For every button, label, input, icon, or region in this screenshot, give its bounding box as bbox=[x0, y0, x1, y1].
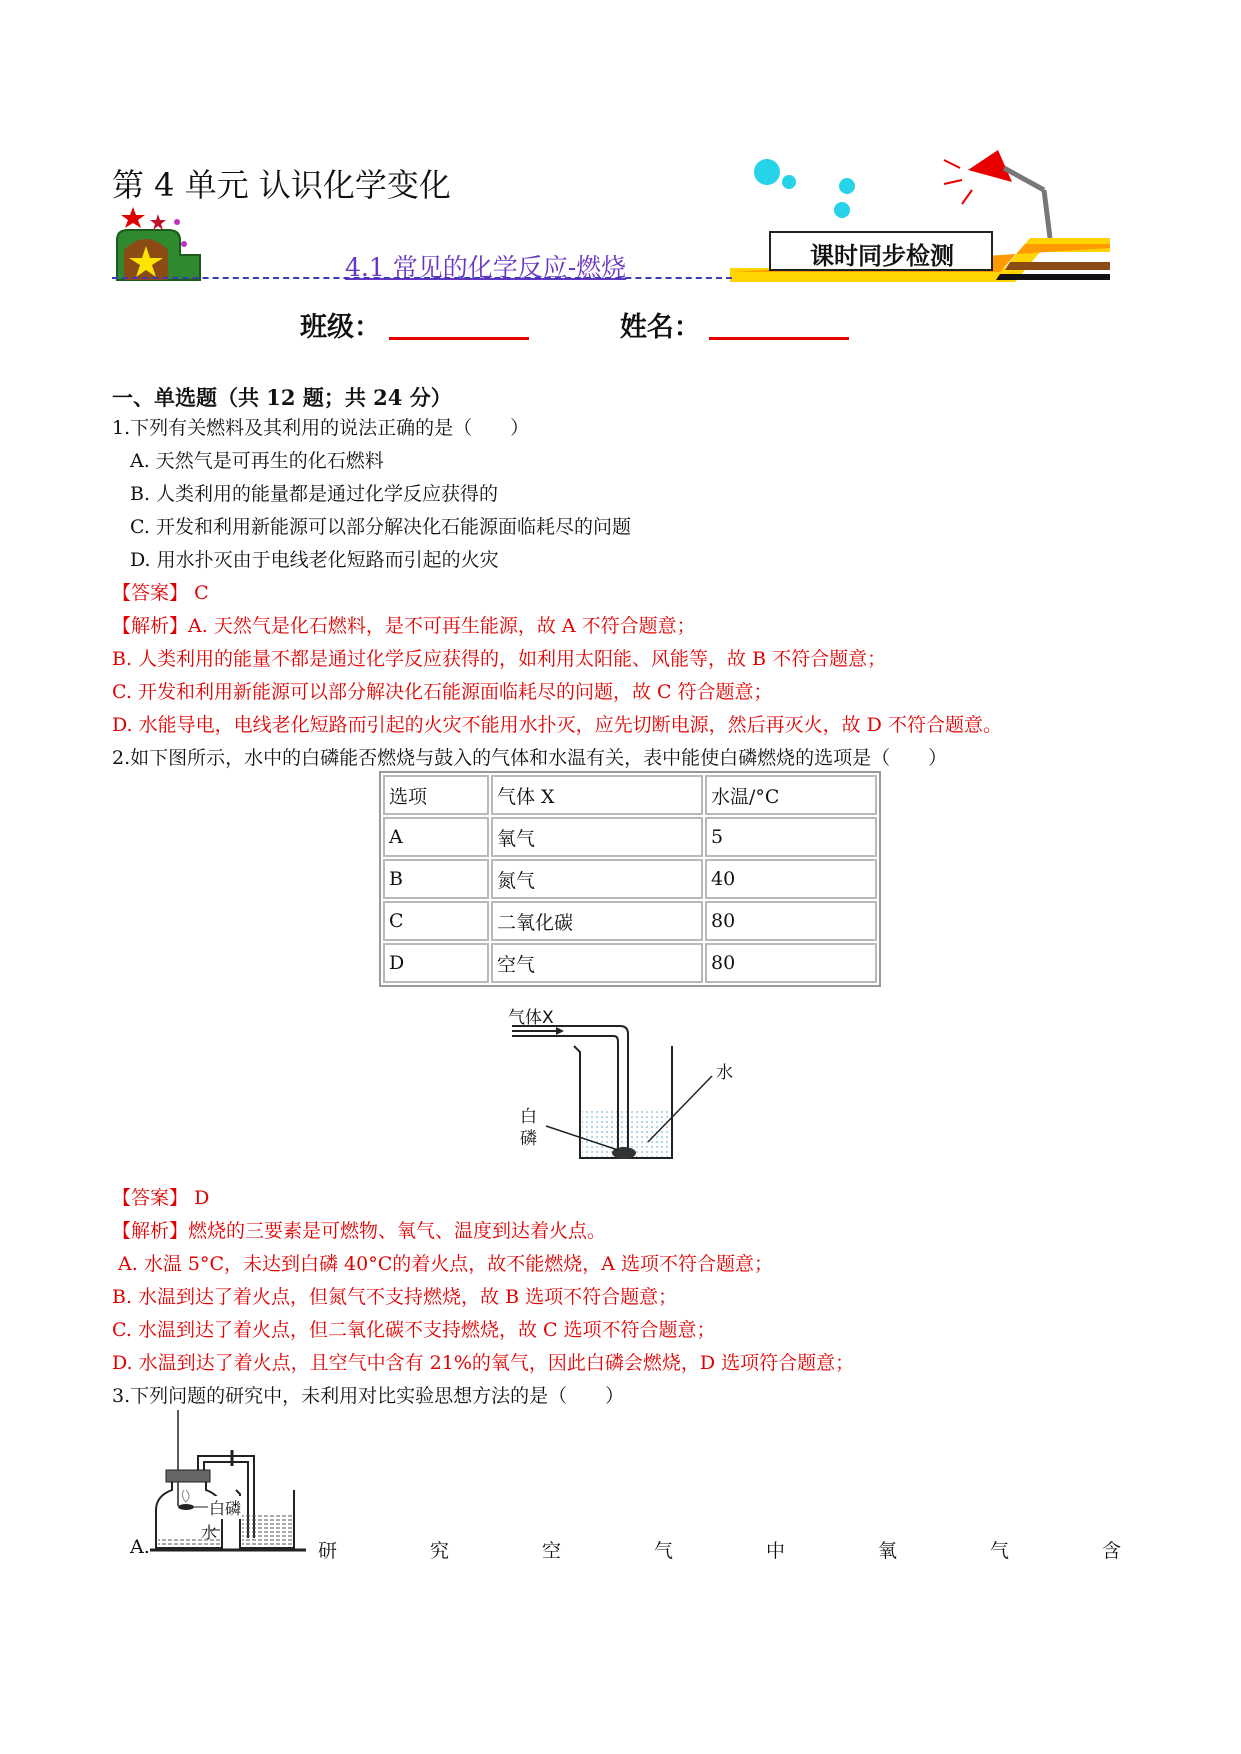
q3-option-a-char: 氧 bbox=[878, 1540, 898, 1562]
table-header-cell: 选项 bbox=[383, 775, 489, 815]
q2-fig-water-label: 水 bbox=[716, 1063, 733, 1083]
q2-fig-phos-label-2: 磷 bbox=[520, 1129, 537, 1149]
unit-title: 第 4 单元 认识化学变化 bbox=[112, 166, 451, 204]
q3-option-a-char: 中 bbox=[766, 1540, 786, 1562]
q2-analysis-c: C. 水温到达了着火点，但二氧化碳不支持燃烧，故 C 选项不符合题意； bbox=[112, 1319, 716, 1341]
q1-option-a: A. 天然气是可再生的化石燃料 bbox=[130, 450, 384, 472]
table-cell: 空气 bbox=[491, 943, 703, 983]
q1-answer bbox=[112, 581, 209, 605]
q2-analysis-a: A. 水温 5°C，未达到白磷 40°C的着火点，故不能燃烧，A 选项不符合题意； bbox=[112, 1253, 774, 1275]
q3-fig-phos-label: 白磷 bbox=[209, 1496, 241, 1519]
analysis-text: 燃烧的三要素是可燃物、氧气、温度到达着火点。 bbox=[188, 1220, 607, 1242]
q3-option-a-char: 研 bbox=[318, 1540, 338, 1562]
q3-option-a-figure bbox=[150, 1410, 330, 1560]
answer-tag: 【答案】 bbox=[112, 582, 189, 604]
desk-lamp-icon bbox=[944, 150, 1050, 238]
table-cell: 氮气 bbox=[491, 859, 703, 899]
q2-table bbox=[379, 771, 881, 987]
bubbles-icon bbox=[754, 159, 855, 218]
q3-option-a-char: 究 bbox=[430, 1540, 450, 1562]
q3-option-a-char: 气 bbox=[990, 1540, 1010, 1562]
table-cell: A bbox=[383, 817, 489, 857]
table-cell: C bbox=[383, 901, 489, 941]
q3-option-a-char: 含 bbox=[1102, 1540, 1122, 1562]
table-cell: 80 bbox=[705, 943, 877, 983]
q2-stem: 2.如下图所示，水中的白磷能否燃烧与鼓入的气体和水温有关，表中能使白磷燃烧的选项是（ ） bbox=[112, 747, 948, 769]
table-cell: 40 bbox=[705, 859, 877, 899]
q1-option-c: C. 开发和利用新能源可以部分解决化石能源面临耗尽的问题 bbox=[130, 516, 631, 538]
table-cell: 氧气 bbox=[491, 817, 703, 857]
table-row bbox=[383, 901, 877, 941]
analysis-tag: 【解析】 bbox=[112, 615, 189, 637]
table-header-cell: 气体 X bbox=[491, 775, 703, 815]
table-cell: 二氧化碳 bbox=[491, 901, 703, 941]
table-header-row bbox=[383, 775, 877, 815]
q2-answer bbox=[112, 1186, 209, 1210]
class-label: 班级： bbox=[300, 312, 381, 343]
q3-stem: 3.下列问题的研究中，未利用对比实验思想方法的是（ ） bbox=[112, 1385, 625, 1407]
header-divider bbox=[112, 277, 732, 279]
class-blank[interactable] bbox=[389, 313, 529, 340]
analysis-text: A. 天然气是化石燃料，是不可再生能源，故 A 不符合题意； bbox=[188, 615, 696, 637]
answer-value: C bbox=[194, 582, 209, 604]
q2-fig-phos-label-1: 白 bbox=[520, 1107, 537, 1127]
q1-analysis-c: C. 开发和利用新能源可以部分解决化石能源面临耗尽的问题，故 C 符合题意； bbox=[112, 681, 773, 703]
table-cell: 5 bbox=[705, 817, 877, 857]
q1-option-d: D. 用水扑灭由于电线老化短路而引起的火灾 bbox=[130, 549, 499, 571]
table-cell: 80 bbox=[705, 901, 877, 941]
q3-option-a-char: 空 bbox=[542, 1540, 562, 1562]
q1-analysis-a bbox=[112, 614, 696, 638]
q1-option-b: B. 人类利用的能量都是通过化学反应获得的 bbox=[130, 483, 499, 505]
table-row bbox=[383, 943, 877, 983]
q1-analysis-b: B. 人类利用的能量不都是通过化学反应获得的，如利用太阳能、风能等，故 B 不符合题意； bbox=[112, 648, 887, 670]
q3-option-a-prefix: A. bbox=[130, 1536, 150, 1558]
q2-fig-gas-label: 气体X bbox=[508, 1008, 554, 1028]
table-row bbox=[383, 859, 877, 899]
q2-analysis-d: D. 水温到达了着火点，且空气中含有 21%的氧气，因此白磷会燃烧，D 选项符合题意； bbox=[112, 1352, 855, 1374]
student-info-fields bbox=[300, 305, 857, 344]
name-blank[interactable] bbox=[709, 313, 849, 340]
analysis-tag: 【解析】 bbox=[112, 1220, 189, 1242]
q1-analysis-d: D. 水能导电，电线老化短路而引起的火灾不能用水扑灭，应先切断电源，然后再灭火，故 D 不符合题意。 bbox=[112, 714, 1002, 736]
q3-fig-water-label: 水 bbox=[201, 1523, 218, 1542]
banner-label: 课时同步检测 bbox=[810, 242, 954, 270]
table-cell: D bbox=[383, 943, 489, 983]
q2-analysis-intro bbox=[112, 1219, 606, 1243]
section-title: 一、单选题（共 12 题；共 24 分） bbox=[112, 385, 452, 410]
lesson-title: 4.1 常见的化学反应-燃烧 bbox=[345, 253, 627, 282]
q3-option-a-char: 气 bbox=[654, 1540, 674, 1562]
house-logo-icon bbox=[117, 207, 200, 280]
answer-tag: 【答案】 bbox=[112, 1187, 189, 1209]
table-cell: B bbox=[383, 859, 489, 899]
q2-analysis-b: B. 水温到达了着火点，但氮气不支持燃烧，故 B 选项不符合题意； bbox=[112, 1286, 678, 1308]
name-label: 姓名： bbox=[619, 312, 701, 343]
q1-stem: 1.下列有关燃料及其利用的说法正确的是（ ） bbox=[112, 417, 530, 439]
table-row bbox=[383, 817, 877, 857]
table-header-cell: 水温/°C bbox=[705, 775, 877, 815]
answer-value: D bbox=[194, 1187, 210, 1209]
